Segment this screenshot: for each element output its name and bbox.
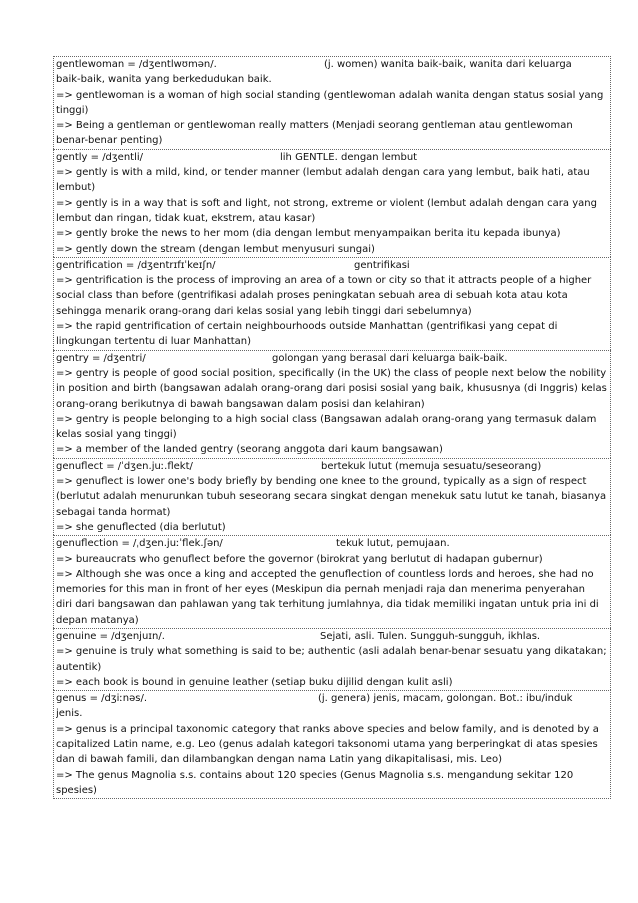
entry-headword: genuflect = /ˈdʒen.juː.flekt/ bbox=[56, 460, 193, 472]
entry-line: autentik) bbox=[56, 661, 102, 673]
entry-headword: gentrification = /dʒentrɪfɪˈkeɪʃn/ bbox=[56, 259, 216, 271]
entry-line: => The genus Magnolia s.s. contains about 120 species (Genus Magnolia s.s. mengandung sekitar 120 bbox=[56, 769, 574, 781]
entry-line: lembut) bbox=[56, 182, 96, 194]
entry-line: => each book is bound in genuine leather (setiap buku dijilid dengan kulit asli) bbox=[56, 676, 453, 688]
entry-gently bbox=[53, 149, 611, 257]
entry-gentrification bbox=[53, 257, 611, 350]
entry-line: sebagai tanda hormat) bbox=[56, 506, 171, 518]
entry-line: orang-orang berikutnya di bawah bangsawan dalam posisi dan kelahiran) bbox=[56, 398, 425, 410]
entry-line: lingkungan tertentu di luar Manhattan) bbox=[56, 336, 252, 348]
entry-headword: gentlewoman = /dʒentlwʊmən/. bbox=[56, 59, 217, 70]
entry-line: diri dari bangsawan dan pahlawan yang tak terhitung jumlahnya, dia tidak memiliki ingatan untuk pria ini di bbox=[56, 599, 599, 611]
entry-gloss: golongan yang berasal dari keluarga baik-baik. bbox=[272, 352, 508, 364]
entry-line: => gentlewoman is a woman of high social standing (gentlewoman adalah wanita dengan status sosial yang bbox=[56, 89, 604, 101]
entry-line: => gentry is people of good social position, specifically (in the UK) the class of people next below the nobility bbox=[56, 367, 607, 379]
entry-headword: genuflection = /ˌdʒen.juːˈflek.ʃən/ bbox=[56, 538, 223, 550]
entry-line: => gently is in a way that is soft and light, not strong, extreme or violent (lembut adalah dengan cara yang bbox=[56, 197, 597, 209]
entry-line: tinggi) bbox=[56, 104, 89, 116]
entry-gloss: bertekuk lutut (memuja sesuatu/seseorang) bbox=[321, 460, 542, 472]
entry-line: => a member of the landed gentry (seorang anggota dari kaum bangsawan) bbox=[56, 444, 443, 456]
entry-line: => gentrification is the process of improving an area of a town or city so that it attracts people of a higher bbox=[56, 275, 592, 287]
entry-line: in position and birth (bangsawan adalah orang-orang dari posisi sosial yang baik, khususnya (di Inggris) kelas bbox=[56, 383, 607, 395]
entry-line: => Although she was once a king and accepted the genuflection of countless lords and heroes, she had no bbox=[56, 568, 594, 580]
entry-genuflection bbox=[53, 535, 611, 628]
entry-line: => gently is with a mild, kind, or tender manner (lembut adalah dengan cara yang lembut, baik hati, atau bbox=[56, 167, 590, 179]
entry-genuflect bbox=[53, 458, 611, 535]
entry-gloss: tekuk lutut, pemujaan. bbox=[336, 538, 450, 550]
entry-line: => Being a gentleman or gentlewoman really matters (Menjadi seorang gentleman atau gentlewoman bbox=[56, 120, 573, 132]
entry-line: spesies) bbox=[56, 784, 97, 796]
entry-line: social class than before (gentrifikasi adalah proses peningkatan sebuah area di sebuah kota atau kota bbox=[56, 290, 568, 302]
entry-line: depan matanya) bbox=[56, 614, 139, 626]
entry-gentry bbox=[53, 350, 611, 458]
entry-headword: gently = /dʒentli/ bbox=[56, 151, 144, 163]
entry-line: => gentry is people belonging to a high social class (Bangsawan adalah orang-orang yang termasuk dalam bbox=[56, 413, 597, 425]
entry-line: => she genuflected (dia berlutut) bbox=[56, 521, 226, 533]
entry-genuine bbox=[53, 628, 611, 690]
entry-line: baik-baik, wanita yang berkedudukan baik. bbox=[56, 74, 272, 86]
entry-line: memories for this man in front of her eyes (Meskipun dia pernah menjadi raja dan menerima penyerahan bbox=[56, 584, 585, 596]
entry-line: => bureaucrats who genuflect before the governor (birokrat yang berlutut di hadapan gubernur) bbox=[56, 553, 543, 565]
entry-gloss: (j. women) wanita baik-baik, wanita dari keluarga bbox=[324, 59, 572, 70]
entry-line: kelas sosial yang tinggi) bbox=[56, 429, 177, 441]
entry-line: => gently broke the news to her mom (dia dengan lembut menyampaikan berita itu kepada ibunya) bbox=[56, 228, 561, 240]
entry-gloss: lih GENTLE. dengan lembut bbox=[280, 151, 418, 163]
entry-line: => genuine is truly what something is said to be; authentic (asli adalah benar-benar sesuatu yang dikatakan; bbox=[56, 646, 607, 658]
entry-line: capitalized Latin name, e.g. Leo (genus adalah kategori taksonomi utama yang berperingkat di atas spesies bbox=[56, 739, 598, 751]
entry-line: => genuflect is lower one's body briefly by bending one knee to the ground, typically as a sign of respect bbox=[56, 476, 587, 488]
entry-line: dan di bawah famili, dan dilambangkan dengan nama Latin yang dikapitalisasi, mis. Leo) bbox=[56, 754, 502, 766]
entry-headword: gentry = /dʒentri/ bbox=[56, 352, 146, 364]
entry-gloss: Sejati, asli. Tulen. Sungguh-sungguh, ikhlas. bbox=[320, 630, 541, 642]
dictionary-page bbox=[53, 56, 611, 799]
entry-line: (berlutut adalah menurunkan tubuh seseorang secara singkat dengan menekuk satu lutut ke tanah, biasanya bbox=[56, 491, 607, 503]
entry-line: benar-benar penting) bbox=[56, 135, 163, 147]
entry-line: => genus is a principal taxonomic category that ranks above species and below family, and is denoted by a bbox=[56, 723, 599, 735]
entry-headword: genus = /dʒiːnəs/. bbox=[56, 693, 148, 705]
entry-line: => the rapid gentrification of certain neighbourhoods outside Manhattan (gentrifikasi yang cepat di bbox=[56, 321, 558, 333]
entry-line: sehingga menarik orang-orang dari kelas sosial yang lebih tinggi dari sebelumnya) bbox=[56, 305, 472, 317]
entry-gloss: gentrifikasi bbox=[354, 259, 410, 271]
entry-gentlewoman bbox=[53, 56, 611, 149]
entry-genus bbox=[53, 690, 611, 799]
entry-line: lembut dan ringan, tidak kuat, ekstrem, atau kasar) bbox=[56, 212, 316, 224]
entry-headword: genuine = /dʒenjuɪn/. bbox=[56, 630, 165, 642]
entry-line: => gently down the stream (dengan lembut menyusuri sungai) bbox=[56, 243, 375, 255]
entry-gloss: (j. genera) jenis, macam, golongan. Bot.: ibu/induk bbox=[318, 693, 573, 705]
entry-line: jenis. bbox=[56, 708, 83, 720]
